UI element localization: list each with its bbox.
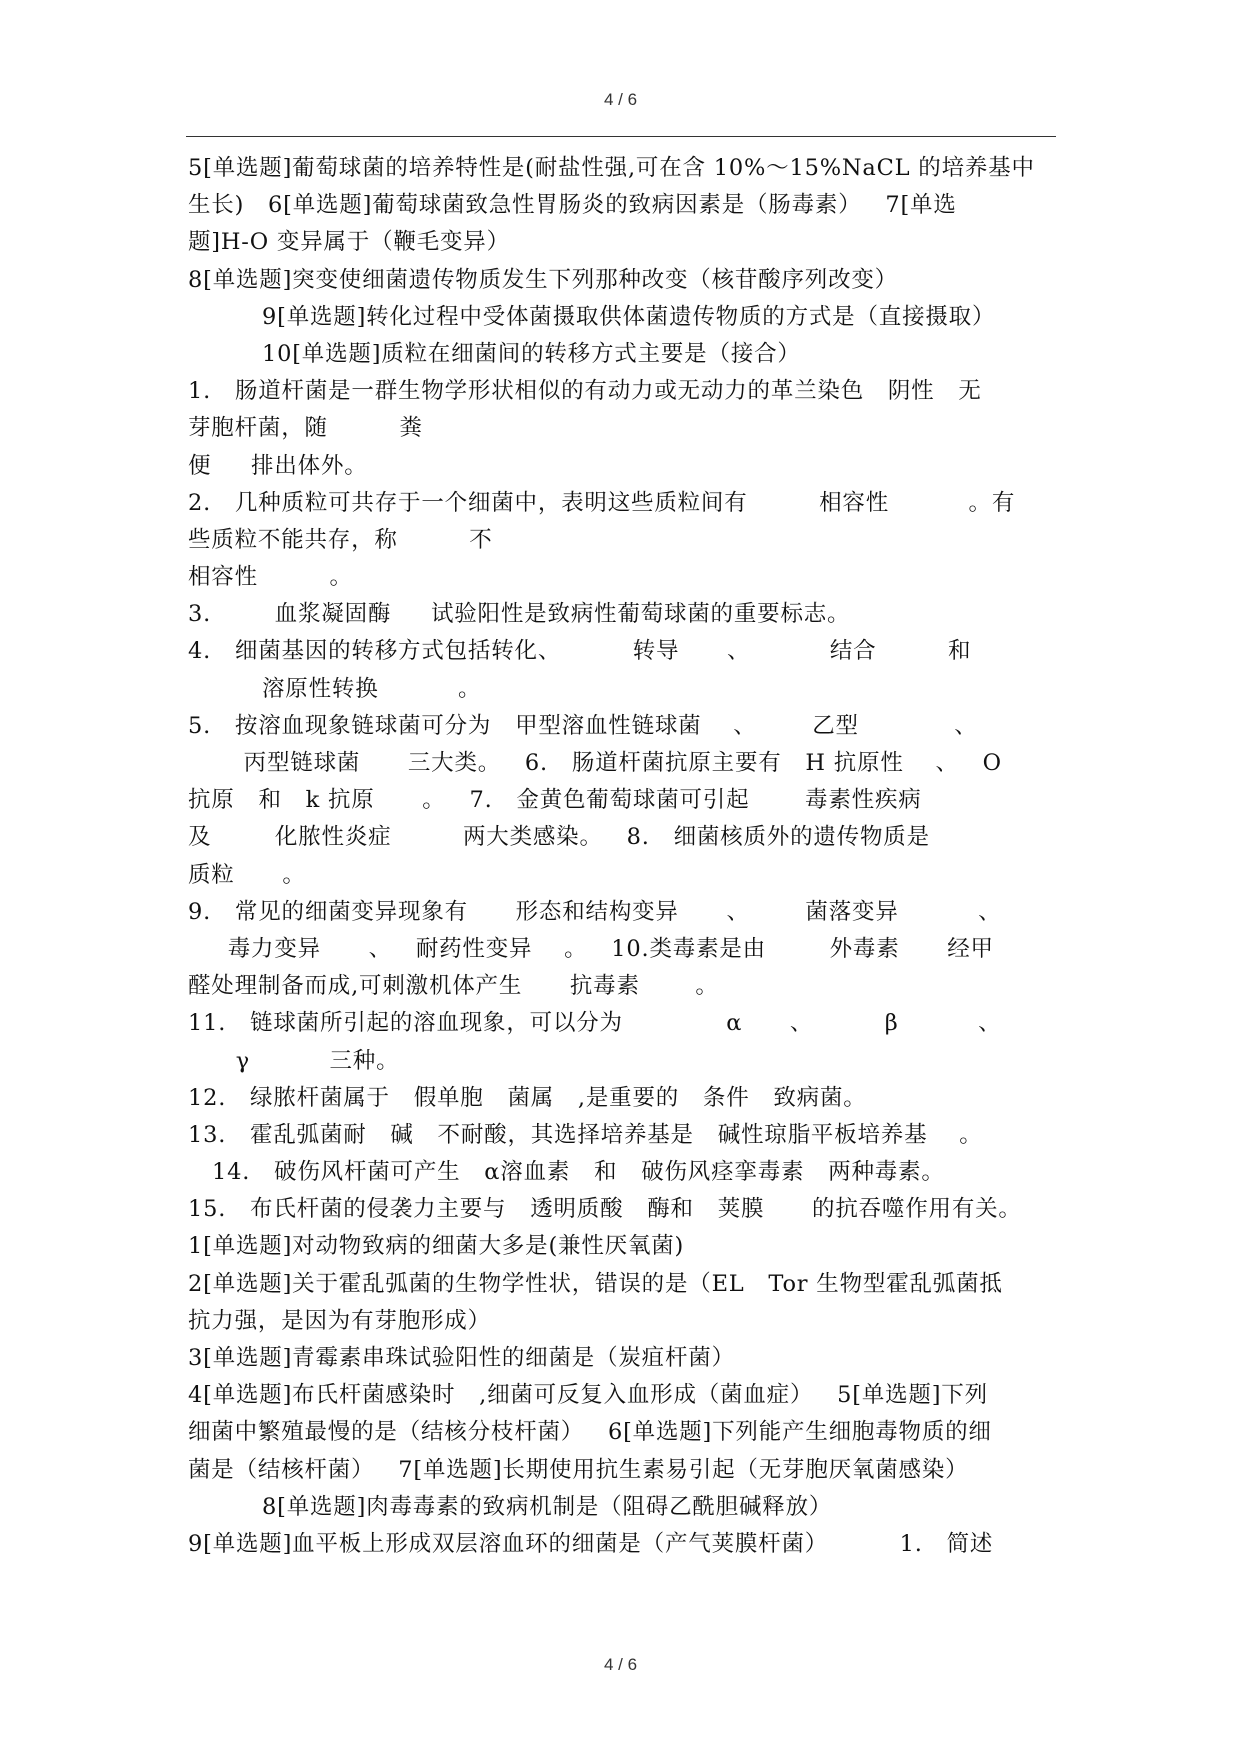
text-line: 15. 布氏杆菌的侵袭力主要与 透明质酸 酶和 荚膜 的抗吞噬作用有关。 bbox=[188, 1196, 1022, 1223]
text-line: 9[单选题]转化过程中受体菌摄取供体菌遗传物质的方式是（直接摄取） bbox=[262, 303, 996, 330]
page-number-top: 4 / 6 bbox=[603, 90, 638, 109]
text-line: 毒力变异 、 耐药性变异 。 10.类毒素是由 外毒素 经甲 bbox=[188, 935, 994, 962]
text-line: γ 三种。 bbox=[188, 1047, 400, 1074]
text-line: 抗力强，是因为有芽胞形成） bbox=[188, 1307, 491, 1334]
text-line: 4[单选题]布氏杆菌感染时 ,细菌可反复入血形成（菌血症） 5[单选题]下列 bbox=[188, 1382, 988, 1409]
document-body bbox=[188, 150, 1054, 1563]
text-line: 质粒 。 bbox=[188, 861, 306, 888]
text-line: 5[单选题]葡萄球菌的培养特性是(耐盐性强,可在含 10%～15%NaCL 的培养基中 bbox=[188, 155, 1035, 181]
text-line: 4. 细菌基因的转移方式包括转化、 转导 、 结合 和 bbox=[188, 638, 972, 665]
text-line: 便 排出体外。 bbox=[188, 452, 368, 479]
text-line: 8[单选题]突变使细菌遗传物质发生下列那种改变（核苷酸序列改变） bbox=[188, 266, 898, 293]
text-line: 芽胞杆菌，随 粪 bbox=[188, 415, 423, 442]
text-line: 1. 肠道杆菌是一群生物学形状相似的有动力或无动力的革兰染色 阴性 无 bbox=[188, 378, 982, 405]
text-line: 及 化脓性炎症 两大类感染。 8. 细菌核质外的遗传物质是 bbox=[188, 824, 930, 851]
text-line: 8[单选题]肉毒毒素的致病机制是（阻碍乙酰胆碱释放） bbox=[262, 1493, 833, 1520]
text-line: 3[单选题]青霉素串珠试验阳性的细菌是（炭疽杆菌） bbox=[188, 1345, 735, 1371]
text-line: 10[单选题]质粒在细菌间的转移方式主要是（接合） bbox=[262, 340, 801, 367]
text-line: 丙型链球菌 三大类。 6. 肠道杆菌抗原主要有 H 抗原性 、 O bbox=[188, 750, 1002, 776]
text-line: 2. 几种质粒可共存于一个细菌中，表明这些质粒间有 相容性 。有 bbox=[188, 489, 1016, 516]
text-line: 1[单选题]对动物致病的细菌大多是(兼性厌氧菌) bbox=[188, 1233, 685, 1260]
text-line: 溶原性转换 。 bbox=[262, 675, 482, 702]
text-line: 题]H-O 变异属于（鞭毛变异） bbox=[188, 229, 510, 256]
text-line: 5. 按溶血现象链球菌可分为 甲型溶血性链球菌 、 乙型 、 bbox=[188, 712, 978, 739]
text-line: 14. 破伤风杆菌可产生 α溶血素 和 破伤风痉挛毒素 两种毒素。 bbox=[212, 1159, 945, 1186]
text-line: 细菌中繁殖最慢的是（结核分枝杆菌） 6[单选题]下列能产生细胞毒物质的细 bbox=[188, 1419, 992, 1446]
text-line: 抗原 和 k 抗原 。 7. 金黄色葡萄球菌可引起 毒素性疾病 bbox=[188, 787, 922, 814]
text-line: 9. 常见的细菌变异现象有 形态和结构变异 、 菌落变异 、 bbox=[188, 898, 1002, 925]
text-line: 11. 链球菌所引起的溶血现象，可以分为 α 、 β 、 bbox=[188, 1010, 1002, 1037]
page-number-bottom: 4 / 6 bbox=[603, 1655, 638, 1674]
text-line: 2[单选题]关于霍乱弧菌的生物学性状，错误的是（EL Tor 生物型霍乱弧菌抵 bbox=[188, 1270, 1003, 1297]
text-line: 9[单选题]血平板上形成双层溶血环的细菌是（产气荚膜杆菌） 1. 简述 bbox=[188, 1530, 994, 1557]
text-line: 菌是（结核杆菌） 7[单选题]长期使用抗生素易引起（无芽胞厌氧菌感染） bbox=[188, 1456, 969, 1483]
text-line: 12. 绿脓杆菌属于 假单胞 菌属 ,是重要的 条件 致病菌。 bbox=[188, 1084, 867, 1111]
text-line: 生长) 6[单选题]葡萄球菌致急性胃肠炎的致病因素是（肠毒素） 7[单选 bbox=[188, 192, 957, 219]
text-line: 醛处理制备而成,可刺激机体产生 抗毒素 。 bbox=[188, 973, 719, 1000]
text-line: 些质粒不能共存，称 不 bbox=[188, 526, 493, 553]
text-line: 13. 霍乱弧菌耐 碱 不耐酸，其选择培养基是 碱性琼脂平板培养基 。 bbox=[188, 1121, 983, 1148]
text-line: 3. 血浆凝固酶 试验阳性是致病性葡萄球菌的重要标志。 bbox=[188, 601, 851, 628]
header-rule bbox=[186, 136, 1056, 137]
text-line: 相容性 。 bbox=[188, 564, 353, 591]
